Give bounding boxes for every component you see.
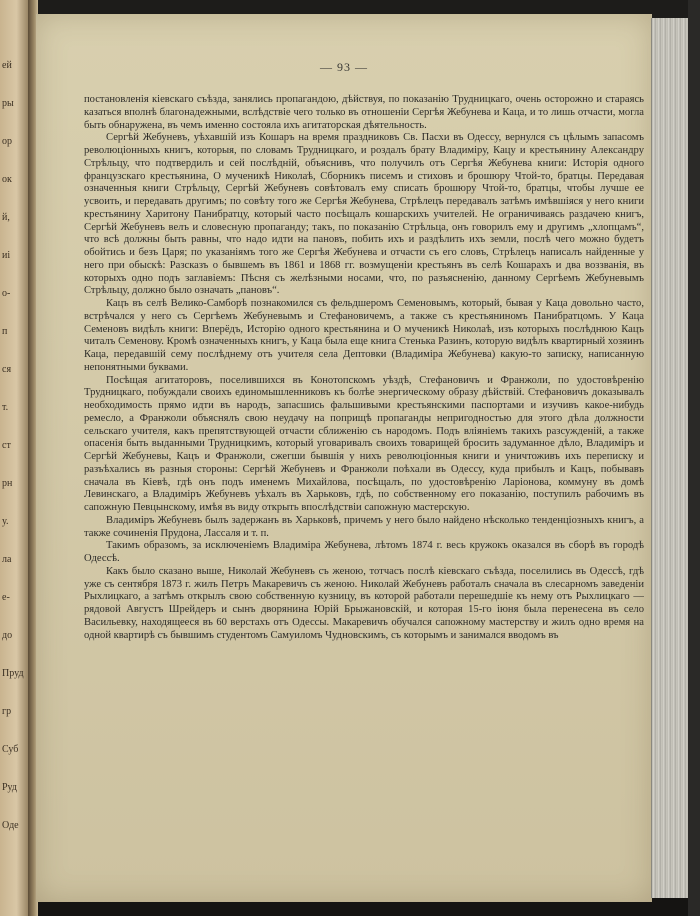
paragraph-6: Такимъ образомъ, за исключеніемъ Владиміра Жебунева, лѣтомъ 1874 г. весь кружокъ оказался въ сборѣ въ городѣ Одессѣ. [84,540,644,564]
page-stack-edge [651,18,690,898]
facing-page-fragment: ры [2,98,14,109]
facing-page-fragment: о- [2,288,11,299]
paragraph-5: Владиміръ Жебуневъ былъ задержанъ въ Харьковѣ, причемъ у него было найдено нѣсколько тенденціозныхъ книгъ, а также сочиненія Прудона, Лассаля и т. п. [84,514,644,539]
paragraph-2: Сергѣй Жебуневъ, уѣхавшій изъ Кошаръ на время праздниковъ Св. Пасхи въ Одессу, вернулся съ цѣлымъ запасомъ революціонныхъ книгъ, которыя, по словамъ Трудницкаго, и роздалъ брату Владиміру, Кацу и крестьянину Александру Стрѣльцу, что подтвердилъ и сей послѣдній, объяснивъ, что получилъ отъ Сергѣя Жебунева книги: Исторія одного французскаго крестьянина, О мученикѣ Николаѣ, Сборникъ писемъ и стиховъ и брошюру Чтой-то, братцы. Передавая означенныя книги Стрѣльцу, Сергѣй Жебуневъ совѣтовалъ ему списать брошюру Чтой-то, братцы, чтобы лучше ее усвоить, и передавать другимъ; по совѣту того же Сергѣя Жебунева, Стрѣлецъ передавалъ затѣмъ имѣвшіяся у него книги крестьянину Харитону Панибратцу, который часто посѣщалъ кошарскихъ учителей. Не ограничиваясь раздачею книгъ, Сергѣй Жебуневъ велъ и словесную пропаганду; такъ, по показанію Стрѣльца, онъ говорилъ ему и другимъ „хлопцамъ“, что всѣ должны быть равны, что надо идти на пановъ, побить ихъ и раздѣлить ихъ земли, послѣ чего можно будетъ обойтись и безъ Царя; по указаніямъ того же Сергѣя Жебунева и отчасти съ его словъ, Стрѣлецъ написалъ найденные у него при обыскѣ: Разсказъ о бывшемъ въ 1861 и 1868 гг. возмущеніи крестьянъ въ селѣ Кошарахъ и два воззванія, въ которыхъ одно подъ заглавіемъ: Пѣсня съ желѣзными носами, что, по разъясненію, данному Сергѣемъ Жебуневымъ Стрѣльцу, должно было означать „пановъ“. [84,132,644,297]
facing-page-fragment: е- [2,592,10,603]
page-number: — 93 — [320,60,368,74]
facing-page-fragment: ей [2,60,12,71]
facing-page-fragment: до [2,630,13,641]
paragraph-3: Кацъ въ селѣ Велико-Самборѣ познакомился съ фельдшеромъ Семеновымъ, который, бывая у Каца довольно часто, встрѣчался у него съ Сергѣемъ Жебуневымъ и Стефановичемъ, а также съ крестьяниномъ Панибратцомъ. У Каца Семеновъ видѣлъ книги: Вперёдъ, Исторію одного крестьянина и О мученикѣ Николаѣ, изъ которыхъ послѣднюю Кацъ читалъ Семенову. Кромѣ означенныхъ книгъ, у Каца была еще книга Стенька Разинъ, которую видѣлъ квартирный хозяинъ Каца, передавшій сему послѣднему отъ учителя села Дептовки (Владиміра Жебунева) какую-то записку, написанную непонятными буквами. [84,298,644,373]
facing-page-fragment: ок [2,174,12,185]
facing-page-fragment: ла [2,554,12,565]
facing-page-fragment: Пруд [2,668,24,679]
facing-page-fragment: рн [2,478,13,489]
facing-page-fragment: гр [2,706,12,717]
facing-page-fragment: т. [2,402,9,413]
facing-page-fragment: й, [2,212,10,223]
facing-page-fragment: Суб [2,744,19,755]
facing-page-fragment: ст [2,440,11,451]
paragraph-4: Посѣщая агитаторовъ, поселившихся въ Конотопскомъ уѣздѣ, Стефановичъ и Франжоли, по удостовѣренію Трудницкаго, побуждали своихъ единомышленниковъ къ болѣе энергическому образу дѣйствій. Стефановичъ доказывалъ необходимость прямо идти въ народъ, запасшись фальшивыми крестьянскими паспортами и изучивъ какое-нибудь ремесло, а Франжоли объяснялъ свою неудачу на поприщѣ пропаганды непригодностью для этого дѣла должности сельскаго учителя, какъ препятствующей отчасти сближенію съ народомъ. Подъ вліяніемъ такихъ разсужденій, а также опасенія быть выданными Трудницкимъ, который уговаривалъ своихъ товарищей бросить задуманное дѣло, Владиміръ и Сергѣй Жебуневы, Кацъ и Франжоли, сжегши бывшія у нихъ революціонныя книги и уничтоживъ ихъ переписку и разъѣхались въ разныя стороны: Сергѣй Жебуневъ и Франжоли поѣхали въ Одессу, куда прибылъ и Кацъ, побывавъ сначала въ Кіевѣ, гдѣ онъ подъ именемъ Михайлова, посѣщалъ, по удостовѣренію Ларіонова, коммуну въ домѣ Левинскаго, а Владиміръ Жебуневъ уѣхалъ въ Харьковъ, гдѣ, по собственному его показанію, поступилъ рабочимъ въ сапожную Певцынскому, имѣя въ виду открыть впослѣдствіи сапожную мастерскую. [84,374,644,513]
facing-page-fragment: у. [2,516,9,527]
facing-page-fragment: Оде [2,820,19,831]
facing-page-fragment: Руд [2,782,18,793]
facing-page-fragment: ся [2,364,12,375]
paragraph-7: Какъ было сказано выше, Николай Жебуневъ съ женою, тотчасъ послѣ кіевскаго съѣзда, поселились въ Одессѣ, гдѣ уже съ сентября 1873 г. жилъ Петръ Макаревичъ съ женою. Николай Жебуневъ работалъ сначала въ слесарномъ заведеніи Рыхлицкаго, а затѣмъ открылъ свою собственную кузницу, въ которой работали перешедшіе къ нему отъ Рыхлицкаго — рядовой Августъ Шрейдеръ и сынъ дворянина Юрій Брыжановскій, и которая 15-го іюня была перенесена въ село Васильевку, находящееся въ 60 верстахъ отъ Одессы. Макаревичъ обучался сапожному мастерству и жилъ одно время на одной квартирѣ съ бывшимъ студентомъ Самуиломъ Чудновскимъ, съ которымъ и занимался вводомъ въ [84,565,644,641]
page-body [84,94,644,894]
book-page [36,14,652,902]
paragraph-1: постановленія кіевскаго съѣзда, занялись пропагандою, дѣйствуя, по показанію Трудницкаго, очень осторожно и стараясь казаться вполнѣ благонадежными, вслѣдствіе чего только въ отношеніи Сергѣя Жебунева и Каца, и то лишь отчасти, могла быть обнаружена, въ чемъ именно состояла ихъ агитаторская дѣятельность. [84,94,644,131]
book-cover-edge [688,0,700,916]
facing-page-edge [0,0,30,916]
facing-page-fragment: иі [2,250,11,261]
facing-page-fragment: п [2,326,8,337]
facing-page-fragment: ор [2,136,12,147]
